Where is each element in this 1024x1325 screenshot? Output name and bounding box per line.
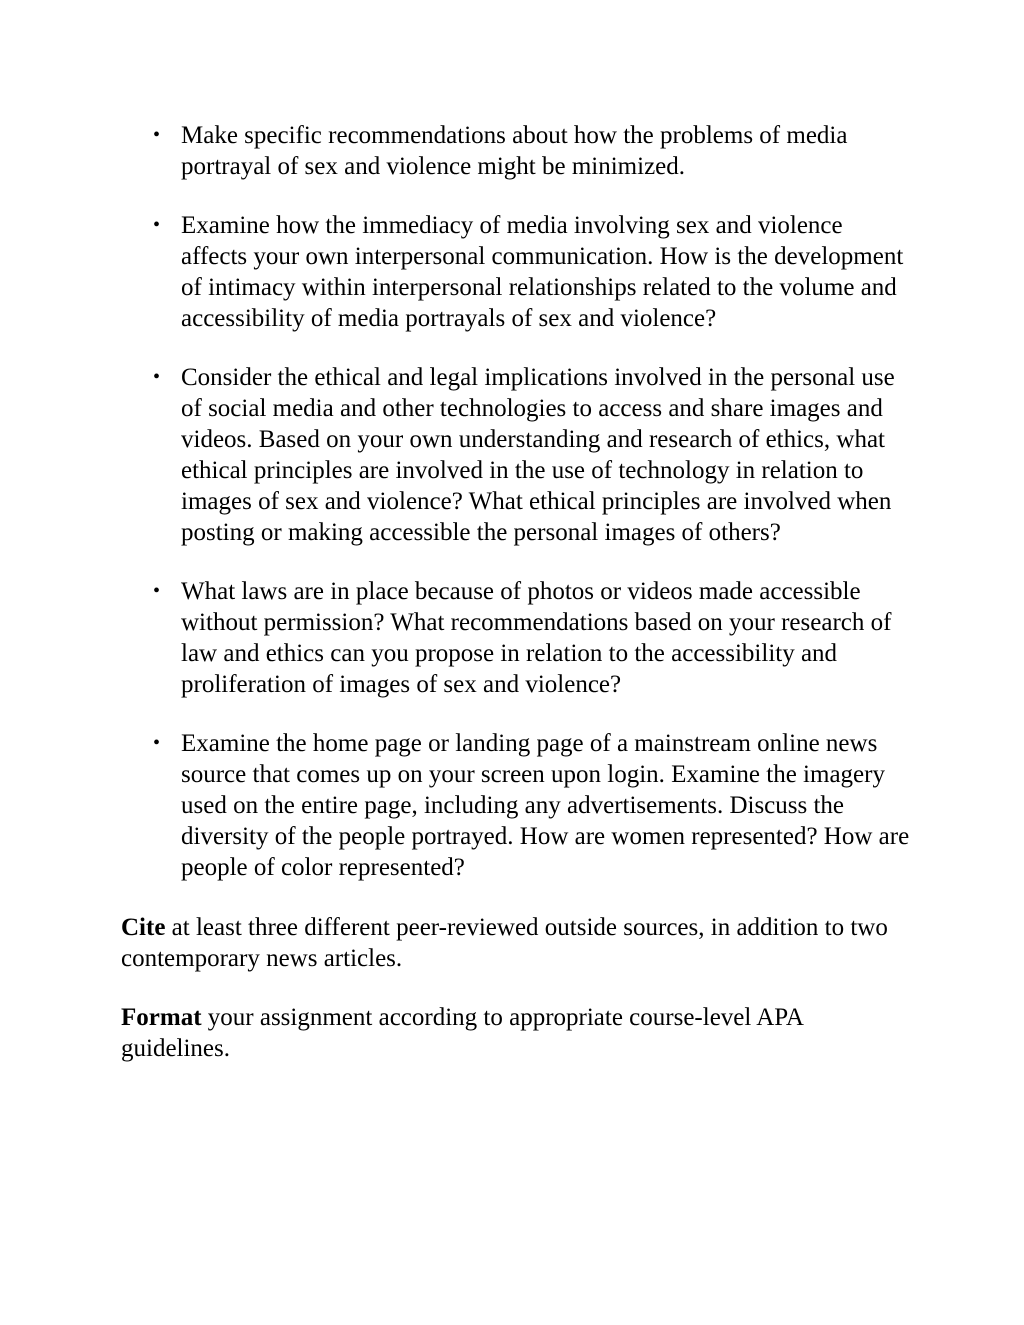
requirements-list (121, 120, 911, 883)
list-item-text: Examine the home page or landing page of a mainstream online news source that comes up on your screen upon login. Examine the imagery used on the entire page, including any advertisements. Discuss the diversity of the people portrayed. How are women represented? How are people of color represented? (181, 730, 910, 881)
format-text: your assignment according to appropriate course-level APA guidelines. (121, 1004, 803, 1062)
bullet-icon: • (153, 732, 161, 754)
list-item-text: Make specific recommendations about how the problems of media portrayal of sex and violence might be minimized. (181, 122, 848, 180)
cite-paragraph (121, 912, 911, 974)
format-paragraph (121, 1002, 911, 1064)
bullet-icon: • (153, 124, 161, 146)
bullet-icon: • (153, 214, 161, 236)
list-item-text: Consider the ethical and legal implications involved in the personal use of social media and other technologies to access and share images and videos. Based on your own understanding and research of ethics, what ethical principles are involved in the use of technology in relation to images of sex and violence? What ethical principles are involved when posting or making accessible the personal images of others? (181, 364, 895, 546)
list-item-text: Examine how the immediacy of media involving sex and violence affects your own interpersonal communication. How is the development of intimacy within interpersonal relationships related to the volume and accessibility of media portrayals of sex and violence? (181, 212, 904, 332)
list-item-text: What laws are in place because of photos or videos made accessible without permission? What recommendations based on your research of law and ethics can you propose in relation to the accessibility and proliferation of images of sex and violence? (181, 578, 892, 698)
document-page (121, 120, 911, 1092)
list-item (121, 210, 911, 334)
cite-label: Cite (121, 914, 166, 941)
format-label: Format (121, 1004, 202, 1031)
list-item (121, 120, 911, 182)
cite-text: at least three different peer-reviewed outside sources, in addition to two contemporary news articles. (121, 914, 888, 972)
list-item (121, 576, 911, 700)
list-item (121, 728, 911, 883)
list-item (121, 362, 911, 548)
bullet-icon: • (153, 580, 161, 602)
bullet-icon: • (153, 366, 161, 388)
